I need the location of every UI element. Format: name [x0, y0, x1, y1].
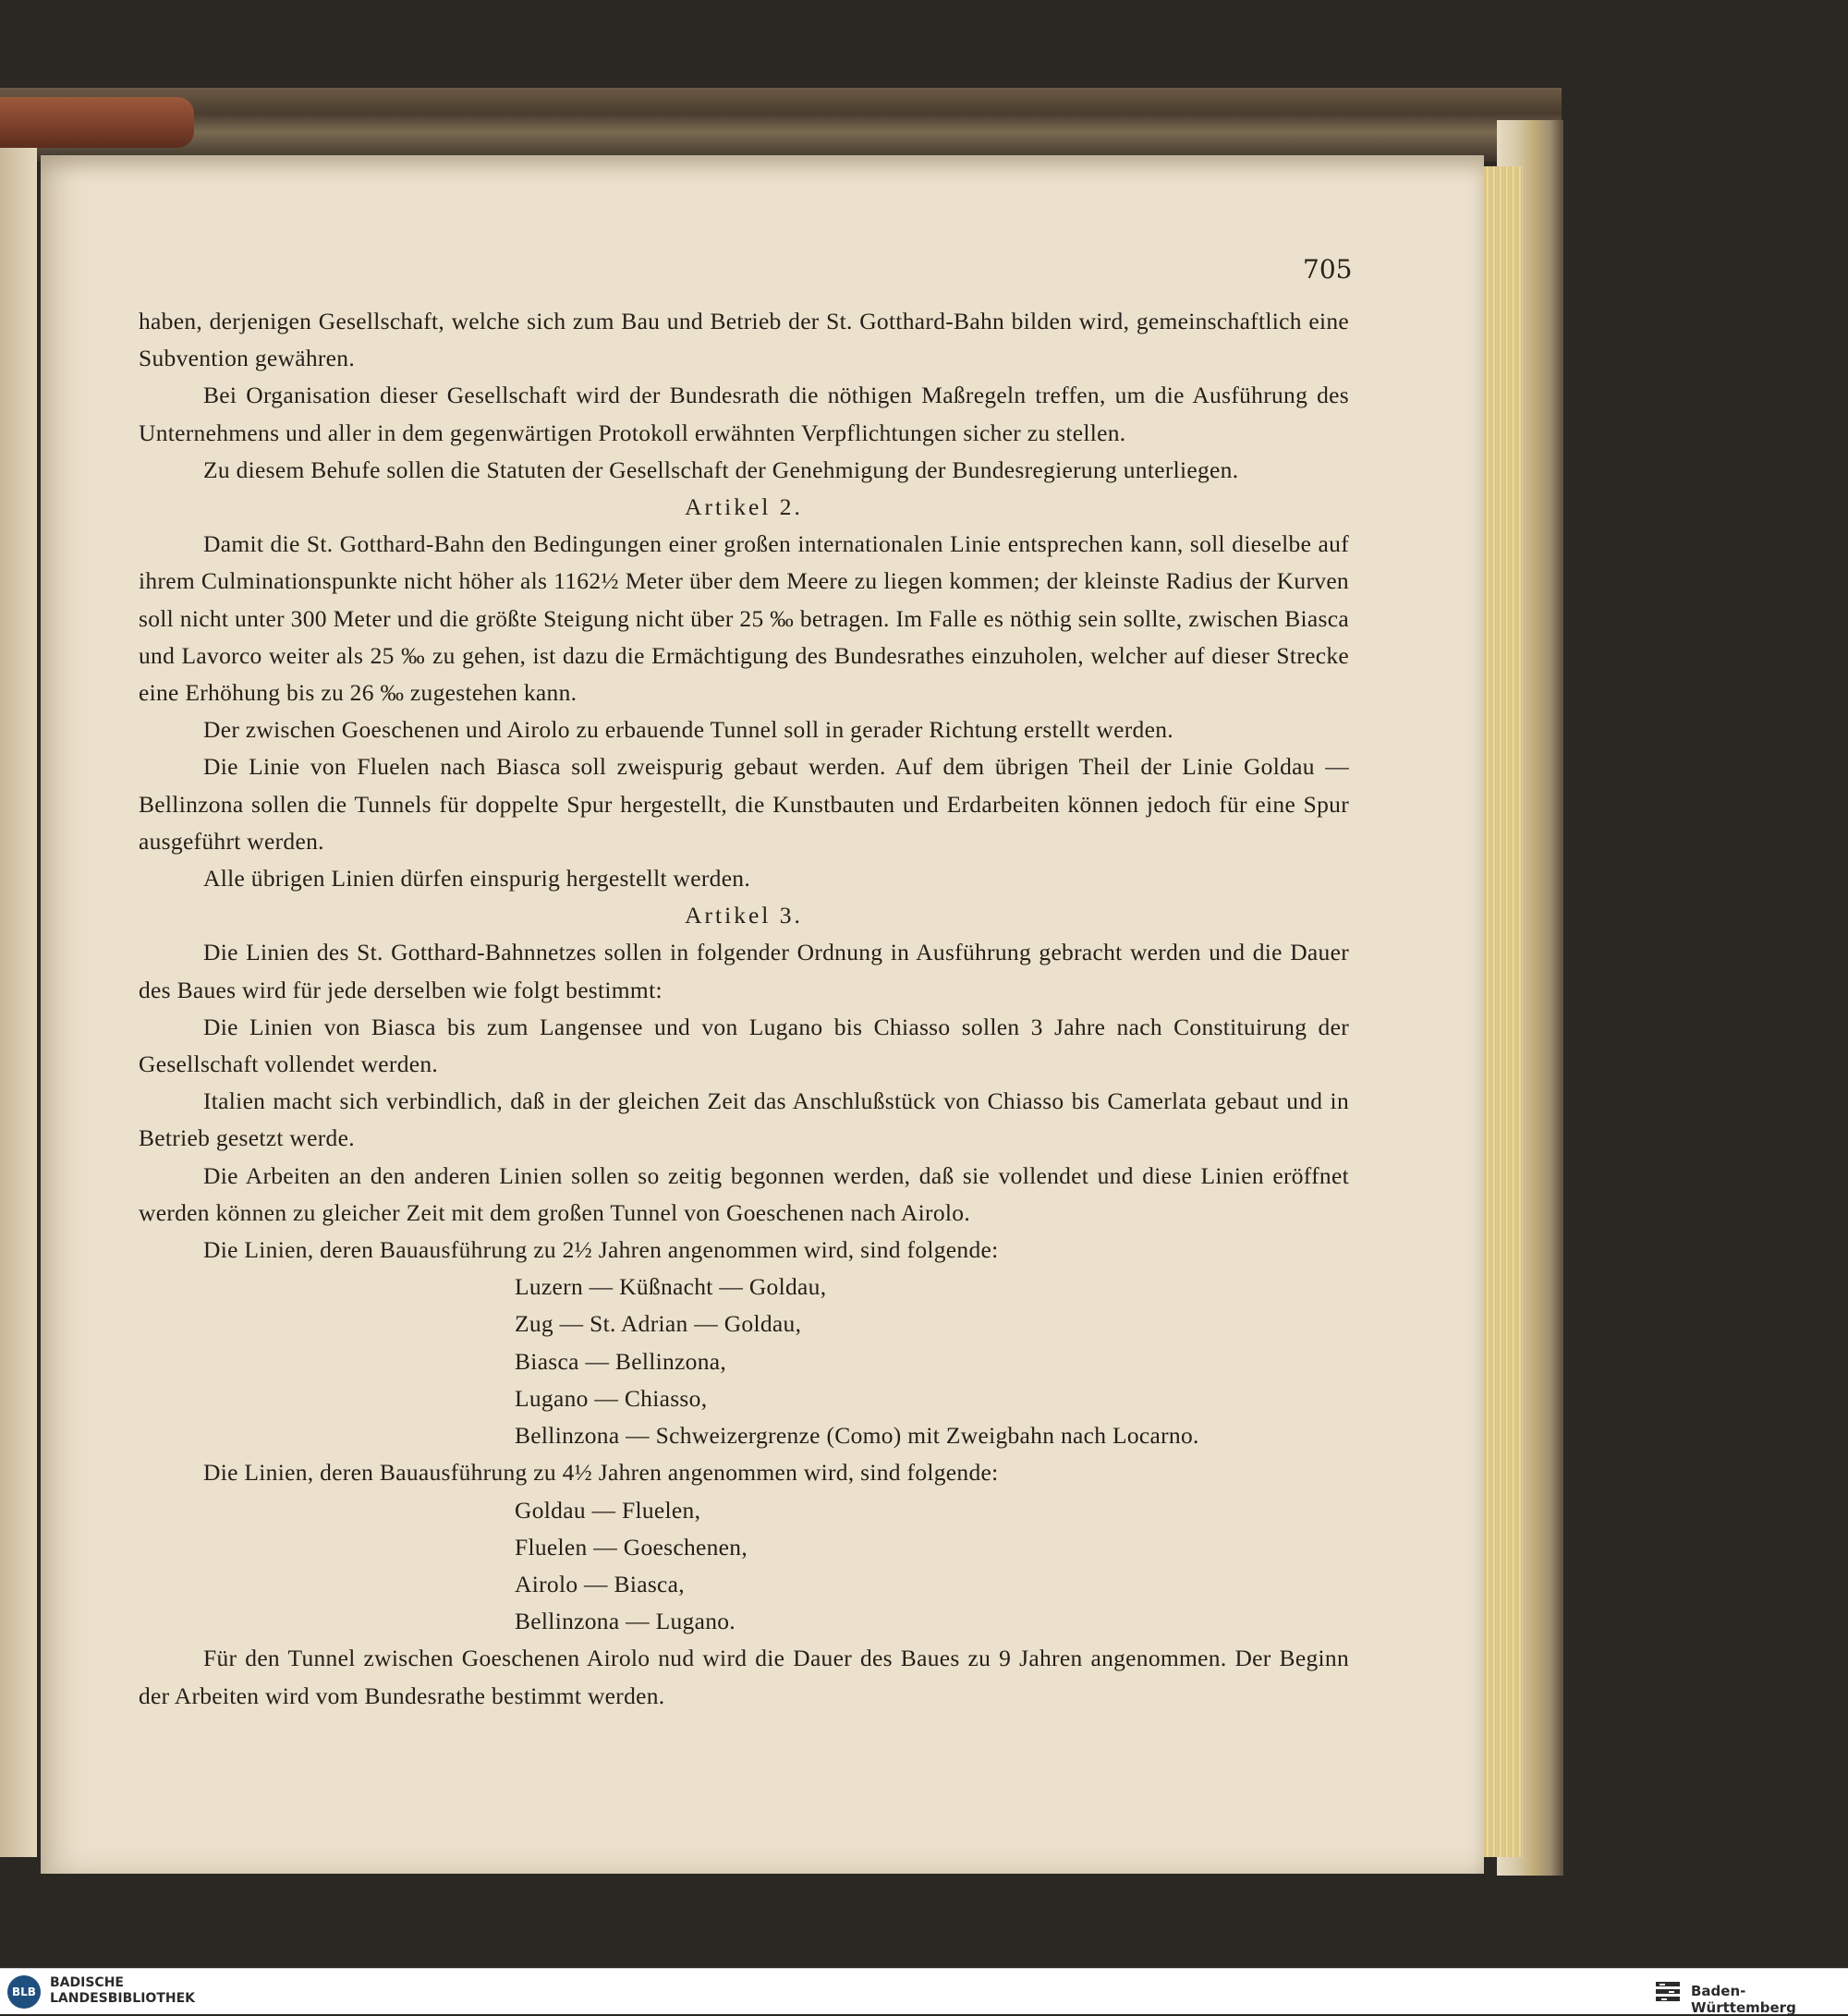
library-name-line1: BADISCHE [50, 1975, 124, 1990]
route-line: Lugano — Chiasso, [515, 1384, 708, 1412]
paragraph: Zu diesem Behufe sollen die Statuten der Gesellschaft der Genehmigung der Bundesregierung unterliegen. [203, 455, 1239, 483]
paragraph: Alle übrigen Linien dürfen einspurig hergestellt werden. [203, 865, 751, 893]
paragraph: Damit die St. Gotthard-Bahn den Bedingungen einer großen internationalen Linie entsprechen kann, soll dieselbe auf ihrem Culminationspunkte nicht höher als 1162½ Meter über dem Meere zu liegen kommen; der kleinste Radius der Kurven soll nicht unter 300 Meter und die größte Steigung nicht über 25 ‰ betragen. Im Falle es nöthig sein sollte, zwischen Biasca und Lavorco weiter als 25 ‰ zu gehen, ist dazu die Ermächtigung des Bundesrathes einzuholen, welcher auf dieser Strecke eine Erhöhung bis zu 26 ‰ zugestehen kann. [139, 530, 1349, 707]
route-line: Biasca — Bellinzona, [515, 1347, 727, 1375]
footer-bar [0, 1968, 1848, 2014]
paragraph: Der zwischen Goeschenen und Airolo zu erbauende Tunnel soll in gerader Richtung erstellt werden. [203, 716, 1173, 744]
paragraph: Die Linien von Biasca bis zum Langensee und von Lugano bis Chiasso sollen 3 Jahre nach Constituirung der Gesellschaft vollendet werden. [139, 1013, 1349, 1078]
page-number: 705 [1303, 254, 1353, 285]
article-heading: Artikel 3. [685, 902, 803, 929]
paragraph: Die Linie von Fluelen nach Biasca soll zweispurig gebaut werden. Auf dem übrigen Theil der Linie Goldau — Bellinzona sollen die Tunnels für doppelte Spur hergestellt, die Kunstbauten und Erdarbeiten können jedoch für eine Spur ausgeführt werden. [139, 753, 1349, 855]
library-name-line2: LANDESBIBLIOTHEK [50, 1991, 196, 2006]
paragraph: haben, derjenigen Gesellschaft, welche sich zum Bau und Betrieb der St. Gotthard-Bahn bilden wird, gemeinschaftlich eine Subvention gewähren. [139, 308, 1349, 372]
route-line: Airolo — Biasca, [515, 1570, 685, 1597]
paragraph: Die Linien des St. Gotthard-Bahnnetzes sollen in folgender Ordnung in Ausführung gebracht werden und die Dauer des Baues wird für jede derselben wie folgt bestimmt: [139, 939, 1349, 1003]
route-line: Bellinzona — Lugano. [515, 1608, 736, 1635]
route-line: Zug — St. Adrian — Goldau, [515, 1310, 802, 1338]
leather-spine [0, 97, 194, 148]
route-line: Fluelen — Goeschenen, [515, 1533, 748, 1561]
state-name[interactable]: Baden-Württemberg [1691, 1983, 1796, 2016]
paragraph: Für den Tunnel zwischen Goeschenen Airolo nud wird die Dauer des Baues zu 9 Jahren angenommen. Der Beginn der Arbeiten wird vom Bundesrathe bestimmt werden. [139, 1645, 1349, 1709]
blb-logo-icon[interactable]: BLB [7, 1975, 41, 2009]
article-heading: Artikel 2. [685, 493, 803, 521]
paragraph: Die Linien, deren Bauausführung zu 4½ Jahren angenommen wird, sind folgende: [203, 1459, 999, 1487]
paragraph: Die Linien, deren Bauausführung zu 2½ Jahren angenommen wird, sind folgende: [203, 1236, 999, 1264]
book-top-edge [0, 88, 1562, 162]
route-line: Bellinzona — Schweizergrenze (Como) mit Zweigbahn nach Locarno. [515, 1422, 1199, 1450]
route-line: Luzern — Küßnacht — Goldau, [515, 1273, 827, 1301]
bw-lions-icon[interactable] [1654, 1978, 1682, 2006]
page-text [139, 303, 1349, 1715]
left-page-edge [0, 148, 37, 1857]
paragraph: Bei Organisation dieser Gesellschaft wird der Bundesrath die nöthigen Maßregeln treffen, um die Ausführung des Unternehmens und aller in dem gegenwärtigen Protokoll erwähnten Verpflichtungen sicher zu stellen. [139, 382, 1349, 446]
paragraph: Die Arbeiten an den anderen Linien sollen so zeitig begonnen werden, daß sie vollendet und diese Linien eröffnet werden können zu gleicher Zeit mit dem großen Tunnel von Goeschenen nach Airolo. [139, 1161, 1349, 1226]
paragraph: Italien macht sich verbindlich, daß in der gleichen Zeit das Anschlußstück von Chiasso bis Camerlata gebaut und in Betrieb gesetzt werde. [139, 1087, 1349, 1152]
library-name[interactable] [50, 1975, 195, 2007]
route-line: Goldau — Fluelen, [515, 1496, 701, 1524]
